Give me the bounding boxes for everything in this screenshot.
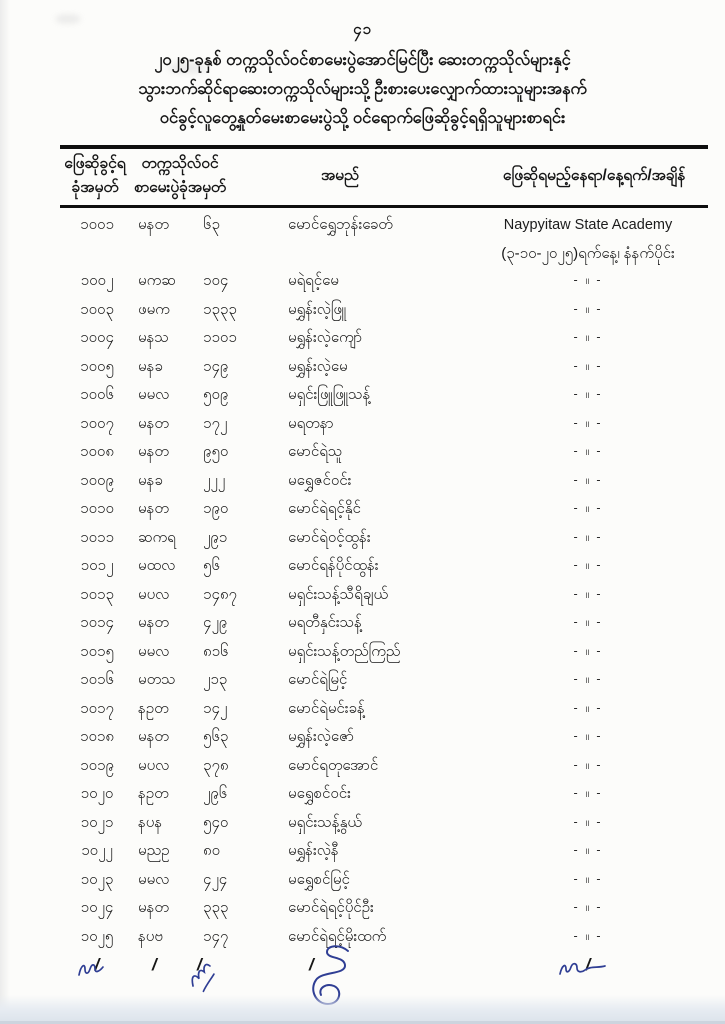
cell-code: နပန	[138, 813, 163, 831]
cell-serial: ၁၀၂၀	[80, 785, 114, 803]
cell-roll: ၉၅၀	[203, 443, 229, 461]
table-row	[60, 639, 708, 668]
cell-name: မရွှန်းလဲ့ကျော်	[288, 329, 363, 347]
cell-code: မနခ	[138, 357, 163, 375]
table-row	[60, 325, 708, 354]
cell-venue	[480, 530, 708, 548]
cell-name: မရှင်းသန့်တည်ကြည်	[288, 642, 401, 660]
cell-code: မတသ	[138, 671, 176, 689]
table-row	[60, 810, 708, 839]
signature-slash-row	[60, 952, 708, 978]
table-row	[60, 696, 708, 725]
header-text: တက္ကသိုလ်ဝင်	[141, 155, 219, 172]
venue-line: - ။ -	[573, 672, 603, 687]
cell-roll: ၄၂၉	[203, 614, 228, 632]
table-row	[60, 867, 708, 896]
table-row	[60, 439, 708, 468]
venue-line: - ။ -	[573, 444, 603, 459]
cell-name: မောင်ရဲသူ	[288, 443, 343, 461]
cell-name: မောင်ရန်ပိုင်ထွန်း	[288, 557, 379, 575]
cell-venue	[480, 815, 708, 833]
cell-serial: ၁၀၀၉	[80, 471, 114, 489]
cell-roll: ၁၄၈၇	[203, 585, 237, 603]
cell-code: မနတ	[138, 614, 169, 632]
cell-name: မရွှေစင်မြင့်	[288, 870, 350, 888]
cell-serial: ၁၀၁၆	[80, 671, 114, 689]
table-header-row	[60, 145, 708, 208]
cell-code: ဆကရ	[138, 528, 176, 546]
cell-roll: ၃၃၃	[203, 899, 229, 917]
cell-serial: ၁၀၀၄	[80, 329, 114, 347]
table-row	[60, 838, 708, 867]
cell-venue	[480, 387, 708, 405]
table-row	[60, 211, 708, 268]
cell-name: မောင်ရဲမြင့်	[288, 671, 348, 689]
cell-code: မနတ	[138, 728, 169, 746]
cell-roll: ၈၁၆	[203, 642, 229, 660]
venue-line: - ။ -	[573, 786, 603, 801]
table-row	[60, 781, 708, 810]
cell-serial: ၁၀၁၁	[80, 528, 114, 546]
cell-code: မနတ	[138, 443, 169, 461]
cell-code: မမလ	[138, 386, 170, 404]
table-row	[60, 895, 708, 924]
cell-serial: ၁၀၀၁	[80, 216, 114, 233]
title-line-3: ဝင်ခွင့်လူတွေ့နှုတ်မေးစာမေးပွဲသို့ ဝင်ရောက်ဖြေဆိုခွင့်ရရှိသူများစာရင်း	[159, 109, 566, 127]
cell-roll: ၂၁၃	[203, 671, 228, 689]
cell-serial: ၁၀၂၃	[80, 870, 114, 888]
cell-name: မောင်ရဲရင့်ပိုင်ဦး	[288, 899, 374, 917]
header-text: ခုံအမှတ်	[71, 179, 119, 196]
cell-roll: ၅၄၀	[203, 813, 229, 831]
cell-code: နဥတ	[138, 785, 169, 803]
cell-serial: ၁၀၀၆	[80, 386, 114, 404]
venue-line: - ။ -	[573, 558, 603, 573]
cell-code: မပလ	[138, 756, 170, 774]
cell-roll: ၅၆	[203, 557, 220, 575]
header-text: ဖြေဆိုခွင့်ရ	[64, 155, 126, 172]
cell-venue	[480, 330, 708, 348]
cell-name: မရှင်းသန့်သီရိချယ်	[288, 585, 389, 603]
document-title	[30, 46, 695, 133]
cell-venue	[480, 900, 708, 918]
table-row	[60, 268, 708, 297]
venue-line: - ။ -	[573, 415, 603, 430]
cell-code: မကဆ	[138, 272, 176, 290]
slash-mark: /	[309, 955, 314, 974]
table-row	[60, 753, 708, 782]
cell-roll: ၂၉၁	[203, 528, 228, 546]
cell-code: မနတ	[138, 414, 169, 432]
title-line-2: သွားဘက်ဆိုင်ရာဆေးတက္ကသိုလ်များသို့ ဦးစားပေးလျှောက်ထားသူများအနက်	[138, 80, 587, 98]
cell-name: မရွှန်းလဲ့ဇော်	[288, 728, 355, 746]
cell-roll: ၁၁၀၁	[203, 329, 237, 347]
cell-venue	[480, 672, 708, 690]
venue-line: - ။ -	[573, 586, 603, 601]
cell-serial: ၁၀၂၂	[81, 842, 113, 860]
cell-serial: ၁၀၂၁	[80, 813, 114, 831]
table-row	[60, 924, 708, 953]
cell-venue	[480, 843, 708, 861]
table-row	[60, 610, 708, 639]
venue-line: - ။ -	[573, 330, 603, 345]
cell-code: မနတ	[138, 899, 169, 917]
cell-serial: ၁၀၀၇	[80, 414, 114, 432]
cell-venue	[480, 473, 708, 491]
cell-code: မမလ	[138, 870, 170, 888]
cell-roll: ၂၂၂	[203, 471, 226, 489]
venue-line: - ။ -	[573, 900, 603, 915]
page-number: ၄၁	[353, 21, 372, 38]
cell-code: မနသ	[138, 329, 169, 347]
cell-serial: ၁၀၁၇	[80, 699, 114, 717]
cell-roll: ၆၃	[203, 216, 220, 233]
venue-line: - ။ -	[573, 501, 603, 516]
cell-code: နပဗ	[138, 927, 163, 945]
cell-serial: ၁၀၂၄	[80, 899, 114, 917]
header-venue-date-time: ဖြေဆိုရမည့်နေရာ/နေ့ရက်/အချိန်	[502, 167, 686, 184]
venue-line: - ။ -	[573, 643, 603, 658]
cell-code: ဖမက	[138, 300, 170, 318]
cell-roll: ၁၃၃၃	[203, 300, 237, 318]
cell-venue	[480, 701, 708, 719]
cell-roll: ၂၉၆	[203, 785, 228, 803]
venue-line: - ။ -	[573, 615, 603, 630]
header-name: အမည်	[320, 167, 360, 184]
cell-roll: ၃၇၈	[203, 756, 229, 774]
cell-code: မထလ	[138, 557, 176, 575]
header-matric-exam-seat-no	[130, 152, 230, 200]
cell-serial: ၁၀၁၄	[80, 614, 114, 632]
cell-name: မရှင်းဖြူဖြူသန့်	[288, 386, 371, 404]
table-row	[60, 667, 708, 696]
table-row	[60, 525, 708, 554]
slash-mark: /	[152, 955, 157, 974]
candidates-table	[60, 145, 708, 978]
venue-line: - ။ -	[573, 871, 603, 886]
cell-venue	[480, 644, 708, 662]
table-row	[60, 297, 708, 326]
cell-serial: ၁၀၀၈	[80, 443, 114, 461]
cell-venue	[480, 359, 708, 377]
cell-serial: ၁၀၁၃	[80, 585, 114, 603]
venue-line: - ။ -	[573, 529, 603, 544]
table-row	[60, 468, 708, 497]
cell-roll: ၅၀၉	[203, 386, 229, 404]
cell-name: မရွှန်းလဲ့မေ	[288, 357, 348, 375]
cell-serial: ၁၀၀၂	[80, 272, 114, 290]
cell-serial: ၁၀၁၈	[80, 728, 114, 746]
venue-line: - ။ -	[573, 700, 603, 715]
cell-roll: ၁၉၀	[203, 500, 229, 518]
cell-name: မောင်ရဲဝင့်ထွန်း	[288, 528, 371, 546]
cell-code: မနတ	[138, 500, 169, 518]
table-row	[60, 382, 708, 411]
cell-venue	[480, 211, 708, 268]
cell-code: မမလ	[138, 642, 170, 660]
title-line-1: ၂၀၂၅-ခုနှစ် တက္ကသိုလ်ဝင်စာမေးပွဲအောင်မြင်ပြီး ဆေးတက္ကသိုလ်များနှင့်	[154, 51, 571, 69]
venue-line: - ။ -	[573, 729, 603, 744]
cell-name: မောင်ရဲရင့်မိုးထက်	[288, 927, 387, 945]
venue-line: (၃-၁၀-၂၀၂၅)ရက်နေ့၊ နံနက်ပိုင်း	[501, 244, 675, 262]
cell-code: မနတ	[138, 216, 169, 233]
cell-venue	[480, 302, 708, 320]
cell-venue	[480, 872, 708, 890]
slash-mark: /	[585, 955, 591, 974]
cell-serial: ၁၀၁၅	[80, 642, 114, 660]
cell-serial: ၁၀၀၃	[80, 300, 114, 318]
venue-line: - ။ -	[573, 814, 603, 829]
cell-venue	[480, 558, 708, 576]
header-text: စာမေးပွဲခုံအမှတ်	[133, 179, 227, 196]
cell-roll: ၅၆၃	[203, 728, 229, 746]
cell-venue	[480, 729, 708, 747]
cell-code: မနခ	[138, 471, 163, 489]
table-row	[60, 724, 708, 753]
table-row	[60, 553, 708, 582]
cell-serial: ၁၀၂၅	[80, 927, 114, 945]
cell-name: မောင်ရဲမင်းခန့်	[288, 699, 365, 717]
cell-name: မရွှန်းလဲ့နီ	[288, 842, 339, 860]
venue-line: - ။ -	[573, 358, 603, 373]
cell-venue	[480, 587, 708, 605]
venue-line: - ။ -	[573, 387, 603, 402]
cell-roll: ၁၄၉	[203, 357, 229, 375]
cell-name: မောင်ရတုအောင်	[288, 756, 379, 774]
cell-venue	[480, 786, 708, 804]
venue-line: - ။ -	[573, 472, 603, 487]
cell-venue	[480, 615, 708, 633]
cell-roll: ၁၀၄	[203, 272, 229, 290]
slash-mark: /	[197, 955, 202, 974]
cell-name: မောင်ရဲရင့်နိုင်	[288, 500, 361, 518]
cell-serial: ၁၀၁၂	[80, 557, 114, 575]
cell-venue	[480, 273, 708, 291]
cell-roll: ၁၄၂	[203, 699, 228, 717]
venue-line: - ။ -	[573, 273, 603, 288]
cell-venue	[480, 416, 708, 434]
header-answer-seat-no	[60, 152, 130, 200]
cell-name: မရတနာ	[288, 414, 334, 432]
cell-serial: ၁၀၁၀	[80, 500, 114, 518]
cell-code: မညဥ	[138, 842, 170, 860]
cell-name: မရွှန်းလဲ့ဖြူ	[288, 300, 347, 318]
venue-line: - ။ -	[573, 843, 603, 858]
cell-venue	[480, 501, 708, 519]
table-body	[60, 208, 708, 952]
cell-serial: ၁၀၀၅	[80, 357, 114, 375]
cell-name: မရဲရင့်မေ	[288, 272, 339, 290]
cell-roll: ၈၀	[203, 842, 221, 860]
cell-roll: ၁၇၂	[203, 414, 228, 432]
cell-name: မောင်ရွှေဘုန်းခေတ်	[288, 216, 393, 233]
cell-roll: ၄၂၄	[203, 870, 228, 888]
cell-serial: ၁၀၁၉	[80, 756, 114, 774]
table-row	[60, 411, 708, 440]
venue-line: Naypyitaw State Academy	[503, 217, 673, 233]
table-row	[60, 582, 708, 611]
cell-code: နဥတ	[138, 699, 169, 717]
cell-roll: ၁၄၇	[203, 927, 229, 945]
slash-mark: /	[94, 955, 100, 974]
scan-bottom-shadow	[0, 995, 725, 1024]
cell-venue	[480, 758, 708, 776]
venue-line: - ။ -	[573, 928, 603, 943]
table-row	[60, 496, 708, 525]
cell-name: မရွှေဇင်ဝင်း	[288, 471, 352, 489]
cell-name: မရွှေစင်ဝင်း	[288, 785, 351, 803]
cell-venue	[480, 444, 708, 462]
cell-code: မပလ	[138, 585, 170, 603]
cell-name: မရှင်းသန့်နွယ်	[288, 813, 362, 831]
table-row	[60, 354, 708, 383]
venue-line: - ။ -	[573, 757, 603, 772]
venue-line: - ။ -	[573, 301, 603, 316]
cell-name: မရတီနှင်းသန့်	[288, 614, 362, 632]
cell-venue	[480, 929, 708, 947]
